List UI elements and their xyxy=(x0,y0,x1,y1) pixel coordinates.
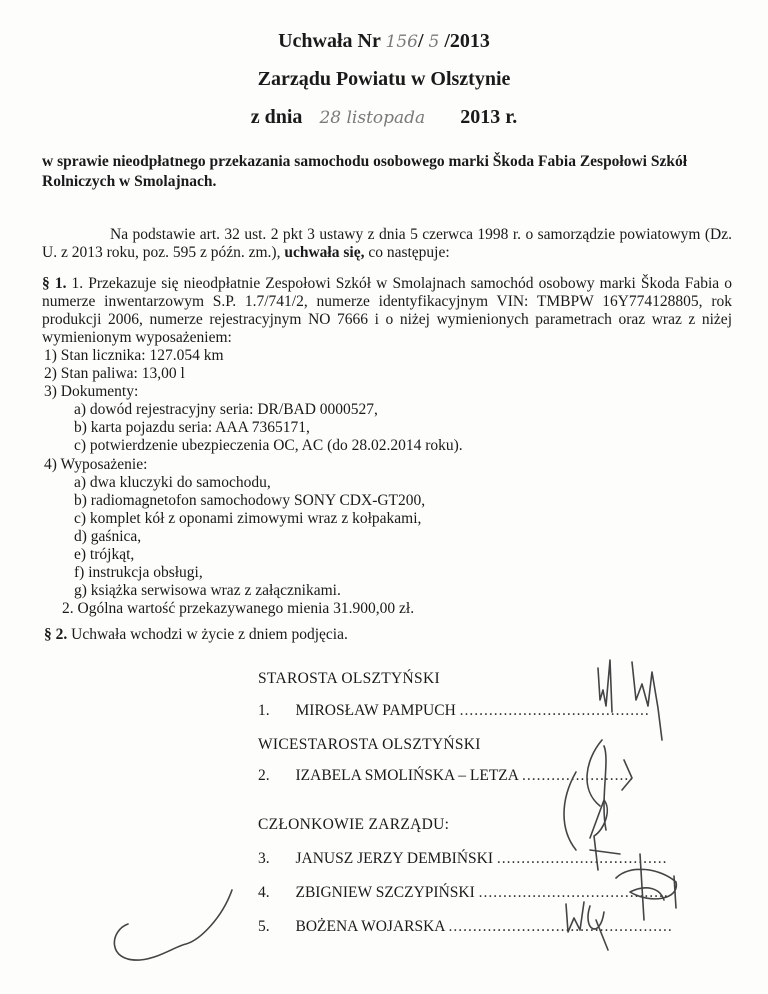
signature-line: ....................................... xyxy=(478,884,669,901)
date-year: 2013 r. xyxy=(460,106,518,128)
list-text: gaśnica, xyxy=(90,528,142,545)
list-text: dowód rejestracyjny seria: DR/BAD 0000527, xyxy=(89,401,378,418)
list-letter: c) xyxy=(74,510,87,527)
list-number: 2) xyxy=(44,365,57,382)
list-text: Ogólna wartość przekazywanego mienia 31.900,00 zł. xyxy=(77,600,415,617)
signature-pampuch xyxy=(598,660,662,740)
preamble-text: Na podstawie art. 32 ust. 2 pkt 3 ustawy z dnia 5 czerwca 1998 r. o samorządzie powiatowym (Dz. U. z 2013 roku, poz. 595 z późn. zm.), xyxy=(42,226,732,261)
handwritten-number: 156 xyxy=(385,32,418,52)
section-2-text: Uchwała wchodzi w życie z dniem podjęcia. xyxy=(71,626,348,643)
list-text: karta pojazdu seria: AAA 7365171, xyxy=(90,419,310,436)
signature-dembinski xyxy=(564,772,576,850)
signatory-number: 3. xyxy=(258,850,270,867)
list-letter: d) xyxy=(74,528,87,545)
number-separator: / xyxy=(417,30,424,52)
list-text: Stan licznika: 127.054 km xyxy=(60,347,224,364)
starosta-title: STAROSTA OLSZTYŃSKI xyxy=(258,670,440,687)
list-letter: e) xyxy=(74,546,87,563)
signature-szczypinski xyxy=(616,854,676,920)
list-letter: b) xyxy=(74,419,87,436)
list-text: radiomagnetofon samochodowy SONY CDX-GT200, xyxy=(90,492,426,509)
board-members-title: CZŁONKOWIE ZARZĄDU: xyxy=(258,816,450,833)
list-letter: g) xyxy=(74,582,87,599)
signatory-name: ZBIGNIEW SZCZYPIŃSKI xyxy=(295,884,475,901)
signatory-number: 4. xyxy=(258,884,270,901)
list-text: Dokumenty: xyxy=(60,383,139,400)
handwritten-date: 28 listopada xyxy=(319,108,426,128)
signature-line: ................................... xyxy=(496,850,668,867)
list-number: 2. xyxy=(62,600,74,617)
list-text: komplet kół z oponami zimowymi wraz z kołpakami, xyxy=(89,510,422,527)
issuing-body: Zarządu Powiatu w Olsztynie xyxy=(257,68,511,90)
list-letter: a) xyxy=(74,401,87,418)
signature-line: ....................................... xyxy=(459,702,650,719)
signatory-number: 2. xyxy=(258,767,270,784)
signature-line: ....................... xyxy=(521,767,635,784)
list-number: 1) xyxy=(44,347,57,364)
resolution-number-label: Uchwała Nr xyxy=(278,30,381,52)
list-text: Stan paliwa: 13,00 l xyxy=(60,365,185,382)
preamble-bold: uchwała się, xyxy=(284,244,365,261)
list-text: instrukcja obsługi, xyxy=(88,564,203,581)
list-text: dwa kluczyki do samochodu, xyxy=(89,474,271,491)
list-text: potwierdzenie ubezpieczenia OC, AC (do 28.02.2014 roku). xyxy=(89,437,463,454)
preamble-tail: co następuje: xyxy=(368,244,450,261)
list-letter: b) xyxy=(74,492,87,509)
list-number: 4) xyxy=(44,456,57,473)
signature-line: .............................................. xyxy=(448,918,673,935)
list-letter: a) xyxy=(74,474,87,491)
signatory-number: 5. xyxy=(258,918,270,935)
date-prefix: z dnia xyxy=(250,106,303,128)
signatory-name: MIROSŁAW PAMPUCH xyxy=(295,702,456,719)
signatory-name: JANUSZ JERZY DEMBIŃSKI xyxy=(295,850,493,867)
wicestarosta-title: WICESTAROSTA OLSZTYŃSKI xyxy=(258,736,481,753)
signatory-name: IZABELA SMOLIŃSKA – LETZA xyxy=(295,767,519,784)
signature-smolinska xyxy=(587,740,632,830)
signatory-name: BOŻENA WOJARSKA xyxy=(295,918,445,935)
list-text: książka serwisowa wraz z załącznikami. xyxy=(90,582,341,599)
initials-scrawl xyxy=(114,890,232,960)
list-text: Wyposażenie: xyxy=(60,456,148,473)
resolution-year: /2013 xyxy=(444,30,490,52)
signatory-number: 1. xyxy=(258,702,270,719)
handwritten-number: 5 xyxy=(428,32,440,52)
section-1-text: 1. Przekazuje się nieodpłatnie Zespołowi Szkół w Smolajnach samochód osobowy marki Škoda Fabia o numerze inwentarzowym S.P. 1.7/741/2, numerze identyfikacyjnym VIN: TMBPW 16Y774128805, rok produkcji 2006, numerze rejestracyjnym NO 7666 i o niżej wymienionych parametrach oraz wraz z niżej wymienionym wyposażeniem: xyxy=(42,275,732,346)
list-text: trójkąt, xyxy=(89,546,135,563)
list-number: 3) xyxy=(44,383,57,400)
list-letter: f) xyxy=(74,564,85,581)
signature-wojarska xyxy=(566,902,608,950)
list-letter: c) xyxy=(74,437,87,454)
section-1-label: § 1. xyxy=(42,275,67,292)
subject: w sprawie nieodpłatnego przekazania samochodu osobowego marki Škoda Fabia Zespołowi Szkół Rolniczych w Smolajnach. xyxy=(42,153,688,190)
section-2-label: § 2. xyxy=(44,626,68,643)
